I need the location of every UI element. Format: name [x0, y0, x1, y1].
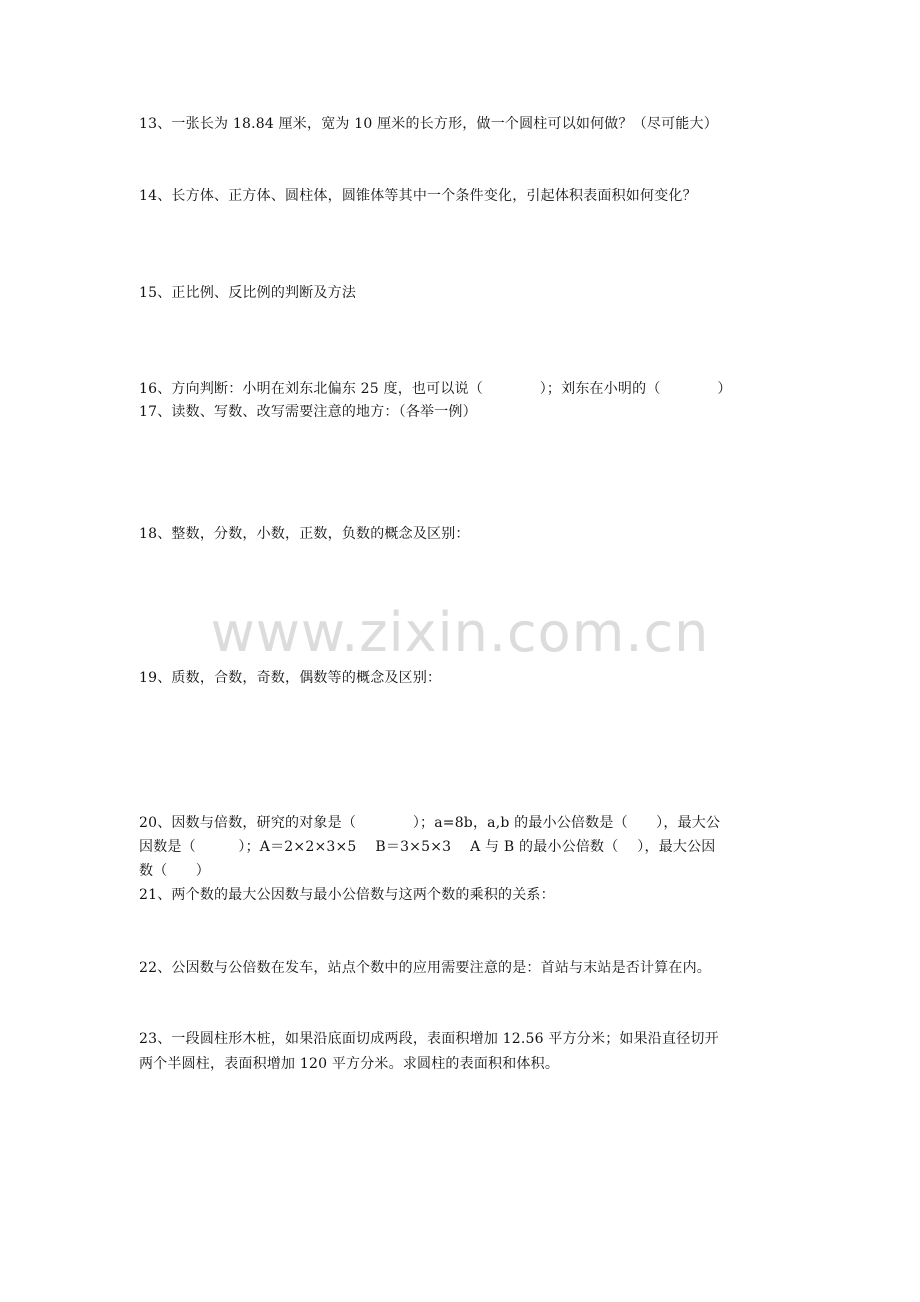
question-23-line-2: 两个半圆柱，表面积增加 120 平方分米。求圆柱的表面积和体积。	[139, 1056, 560, 1072]
question-20-line-2: 因数是（ ）；A＝2×2×3×5 B＝3×5×3 A 与 B 的最小公倍数（ ），最大公因	[139, 839, 716, 855]
question-22: 22、公因数与公倍数在发车，站点个数中的应用需要注意的是：首站与末站是否计算在内。	[139, 960, 712, 976]
question-21: 21、两个数的最大公因数与最小公倍数与这两个数的乘积的关系：	[139, 887, 555, 903]
question-20-line-3: 数（ ）	[139, 863, 210, 879]
question-17: 17、读数、写数、改写需要注意的地方：（各举一例）	[139, 404, 477, 420]
question-23-line-1: 23、一段圆柱形木桩，如果沿底面切成两段，表面积增加 12.56 平方分米；如果沿直径切开	[139, 1031, 719, 1047]
question-15: 15、正比例、反比例的判断及方法	[139, 285, 357, 301]
question-13: 13、一张长为 18.84 厘米，宽为 10 厘米的长方形，做一个圆柱可以如何做？（尽可能大）	[139, 116, 718, 132]
question-14: 14、长方体、正方体、圆柱体，圆锥体等其中一个条件变化，引起体积表面积如何变化？	[139, 188, 697, 204]
question-19: 19、质数，合数，奇数，偶数等的概念及区别：	[139, 670, 442, 686]
question-18: 18、整数，分数，小数，正数，负数的概念及区别：	[139, 526, 470, 542]
question-16: 16、方向判断：小明在刘东北偏东 25 度，也可以说（ ）；刘东在小明的（ ）	[139, 381, 732, 397]
question-20-line-1: 20、因数与倍数，研究的对象是（ ）；a=8b，a,b 的最小公倍数是（ ），最大公	[139, 815, 721, 831]
watermark: www.zixin.com.cn	[210, 601, 710, 664]
